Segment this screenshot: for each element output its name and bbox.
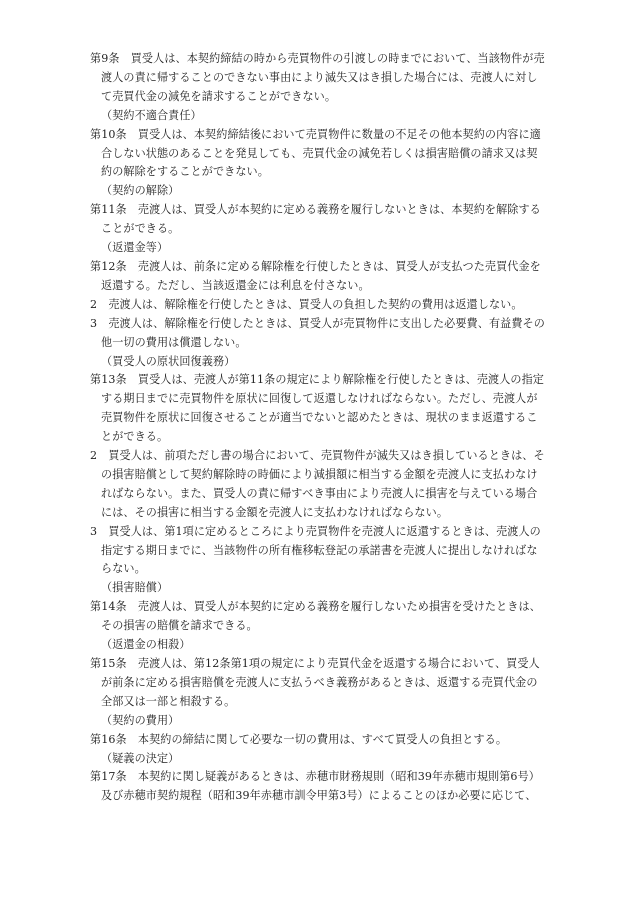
article-15: 第15条 売渡人は、第12条第1項の規定により売買代金を返還する場合において、買受人が前条に定める損害賠償を売渡人に支払うべき義務があるときは、返還する売買代金の全部又は一部と相殺する。 xyxy=(90,657,540,708)
article-16: 第16条 本契約の締結に関して必要な一切の費用は、すべて買受人の負担とする。 xyxy=(90,732,508,746)
article-13: 第13条 買受人は、売渡人が第11条の規定により解除権を行使したときは、売渡人の指定する期日までに売買物件を原状に回復して返還しなければならない。ただし、売渡人が売買物件を原状に回復させることが適当でないと認めたときは、現状のまま返還することができる。 xyxy=(90,373,544,444)
article-13-para-3: 3 買受人は、第1項に定めるところにより売買物件を売渡人に返還するときは、売渡人の指定する期日までに、当該物件の所有権移転登記の承諾書を売渡人に提出しなければならない。 xyxy=(90,524,541,576)
heading-offset: （返還金の相殺） xyxy=(101,638,191,652)
heading-damages: （損害賠償） xyxy=(101,581,169,595)
article-13-para-2: 2 買受人は、前項ただし書の場合において、売買物件が滅失又はき損しているときは、その損害賠償として契約解除時の時価により減損額に相当する金額を売渡人に支払わなければならない。また、買受人の責に帰すべき事由により売渡人に損害を与えている場合には、その損害に相当する金額を売渡人に支払わなければならない。 xyxy=(90,449,545,519)
heading-doubts: （疑義の決定） xyxy=(101,751,180,765)
article-14: 第14条 売渡人は、買受人が本契約に定める義務を履行しないため損害を受けたときは、その損害の賠償を請求できる。 xyxy=(90,600,541,633)
article-10: 第10条 買受人は、本契約締結後において売買物件に数量の不足その他本契約の内容に適合しない状態のあることを発見しても、売買代金の減免若しくは損害賠償の請求又は契約の解除をすることができない。 xyxy=(90,127,541,179)
article-17: 第17条 本契約に関し疑義があるときは、赤穂市財務規則（昭和39年赤穂市規則第6号）及び赤穂市契約規程（昭和39年赤穂市訓令甲第3号）によることのほか必要に応じて、 xyxy=(90,770,540,803)
heading-refund: （返還金等） xyxy=(101,241,169,255)
heading-restoration: （買受人の原状回復義務） xyxy=(101,354,236,368)
heading-costs: （契約の費用） xyxy=(101,713,180,727)
article-9: 第9条 買受人は、本契約締結の時から売買物件の引渡しの時までにおいて、当該物件が売渡人の責に帰することのできない事由により滅失又はき損した場合には、売渡人に対して売買代金の減免を請求することができない。 xyxy=(90,52,545,103)
article-11: 第11条 売渡人は、買受人が本契約に定める義務を履行しないときは、本契約を解除することができる。 xyxy=(90,203,541,236)
document-page xyxy=(90,50,548,806)
article-12: 第12条 売渡人は、前条に定める解除権を行使したときは、買受人が支払つた売買代金を返還する。ただし、当該返還金には利息を付さない。 xyxy=(90,259,541,292)
heading-nonconformity: （契約不適合責任） xyxy=(101,108,202,122)
article-12-para-2: 2 売渡人は、解除権を行使したときは、買受人の負担した契約の費用は返還しない。 xyxy=(90,297,523,311)
heading-termination: （契約の解除） xyxy=(101,184,180,198)
article-12-para-3: 3 売渡人は、解除権を行使したときは、買受人が売買物件に支出した必要費、有益費その他一切の費用は償還しない。 xyxy=(90,316,545,349)
